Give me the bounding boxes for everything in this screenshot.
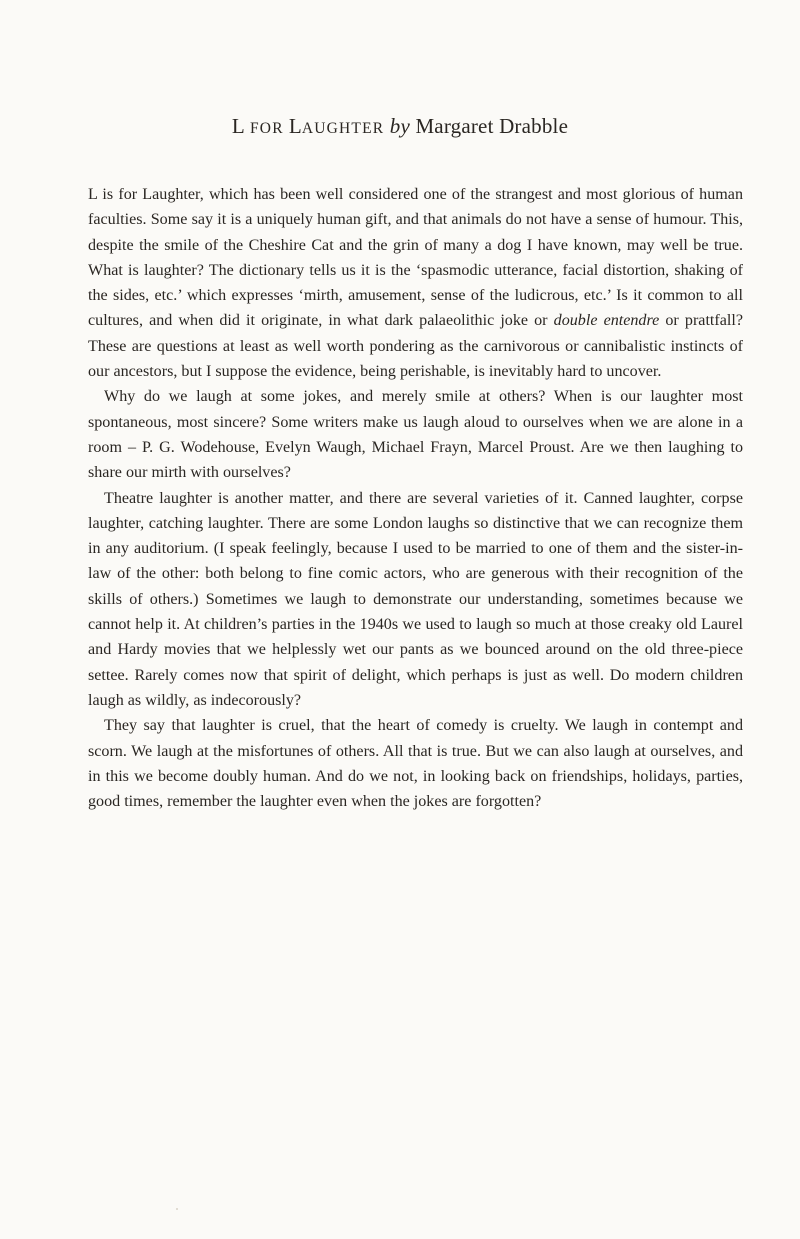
title-laughter-rest: AUGHTER [301,120,385,137]
author-name: Margaret Drabble [415,114,569,138]
title-initial-l: L [231,114,245,138]
paper-speck [176,1208,178,1210]
essay-title [0,114,800,139]
paragraph-2: Why do we laugh at some jokes, and merely smile at others? When is our laughter most spontaneous, most sincere? Some writers make us laugh aloud to ourselves when we are alone in a room – P. G. Wodehouse, Evelyn Waugh, Michael Frayn, Marcel Proust. Are we then laughing to share our mirth with ourselves? [88,388,743,482]
title-by: by [389,114,410,138]
paragraph-1-text-b: or prattfall? These are questions at least as well worth pondering as the carnivorous or cannibalistic instincts of our ancestors, but I suppose the evidence, being perishable, is inevitably hard to uncover. [88,312,743,381]
essay-body [88,182,743,814]
paragraph-1 [88,182,743,384]
title-for: FOR [244,120,289,137]
title-initial-laughter: L [288,114,302,138]
paragraph-4: They say that laughter is cruel, that the heart of comedy is cruelty. We laugh in contempt and scorn. We laugh at the misfortunes of others. All that is true. But we can also laugh at ourselves, and in this we become doubly human. And do we not, in looking back on friendships, holidays, parties, good times, remember the laughter even when the jokes are forgotten? [88,717,743,811]
paragraph-1-italic-phrase: double entendre [553,312,660,330]
paragraph-3: Theatre laughter is another matter, and there are several varieties of it. Canned laughter, corpse laughter, catching laughter. There are some London laughs so distinctive that we can recognize them in any auditorium. (I speak feelingly, because I used to be married to one of them and the sister-in-law of the other: both belong to fine comic actors, who are generous with their recognition of the skills of others.) Sometimes we laugh to demonstrate our understanding, sometimes because we cannot help it. At children’s parties in the 1940s we used to laugh so much at those creaky old Laurel and Hardy movies that we helplessly wet our pants as we bounced around on the old three-piece settee. Rarely comes now that spirit of delight, which perhaps is just as well. Do modern children laugh as wildly, as indecorously? [88,489,743,709]
paragraph-1-text-a: L is for Laughter, which has been well considered one of the strangest and most glorious of human faculties. Some say it is a uniquely human gift, and that animals do not have a sense of humour. This, despite the smile of the Cheshire Cat and the grin of many a dog I have known, may well be true. What is laughter? The dictionary tells us it is the ‘spasmodic utterance, facial distortion, shaking of the sides, etc.’ which expresses ‘mirth, amusement, sense of the ludicrous, etc.’ Is it common to all cultures, and when did it originate, in what dark palaeolithic joke or [88,186,743,330]
